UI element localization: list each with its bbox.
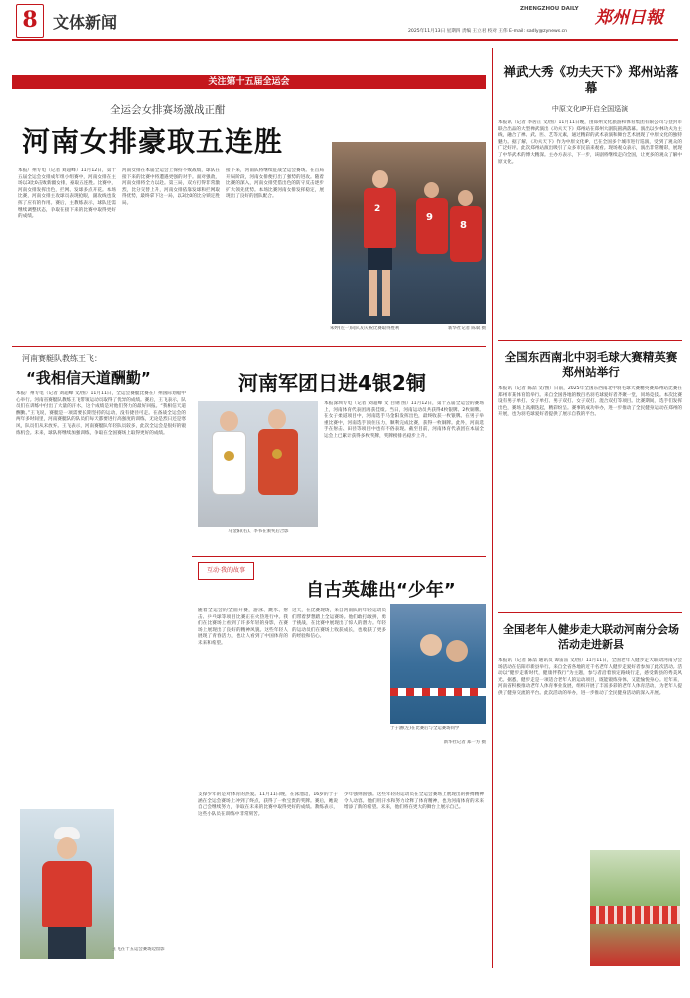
swimming-photo xyxy=(390,604,486,724)
volley-kicker: 全运会女排赛场激战正酣 xyxy=(110,104,226,116)
volleyball-photo xyxy=(332,142,486,324)
page-header xyxy=(0,0,690,44)
kungfu-title: 禅武大秀《功夫天下》郑州站落幕 xyxy=(503,64,679,95)
coach-photo xyxy=(20,809,114,959)
paper-en-name: ZHENGZHOU DAILY xyxy=(520,6,579,12)
medal-photo-caption: 马金阳(右)、李书在颁奖后合影 xyxy=(228,529,289,534)
volley-col-2: 河南女排在本届全运会上保持不败战绩，球队在接下来的比赛中将遭遇更强的对手。面对强敌，河南女排将全力以赴。第三局，双方打得非常激烈，比分交替上升，河南女排依靠发球和拦网取得优势，最终拿下这一局，以3比0的比分锁定胜局。 xyxy=(122,168,220,206)
medals-col-1: 本报深圳专电（记者 刘超峰 文 白钢 图）11月12日，第十五届全运会的赛场上，河南体育代表团再获佳绩。当日，河南运动员共获得4枚银牌、2枚铜牌。在女子柔道项目中，河南选手马金阳发挥出色，最终收获一枚银牌。在男子举重比赛中，河南选手顶住压力，顺利完成比赛，获得一枚铜牌。此外，河南选手在射击、田径等项目中也有不俗表现。截至目前，河南体育代表团在本届全运会上已累计获得多枚奖牌，奖牌榜排名稳步上升。 xyxy=(324,401,484,439)
youth-story-article xyxy=(192,560,486,971)
kungfu-subtitle: 中原文化IP开启全国巡演 xyxy=(551,105,629,113)
coach-photo-caption: 王飞在十五运会赛场边留影 xyxy=(112,947,165,952)
paper-logo: 郑州日報 xyxy=(595,8,663,28)
walking-body: 本报讯（记者 陈喆 通讯员 谭雷雷 文/图）11月11日，全国老年人健步走大联动河南分会场活动在信阳市新县举行。来自全省各地的近千名老年人健步走爱好者参加了此次活动。活动以“健步走新时代，健康伴我行”为主题，参与者沿着预定路线行走，感受新县的秀美风光。据悉，健步走是一项适合老年人的运动项目，既能锻炼身体，又能愉悦身心。近年来，河南省积极推动老年人体育事业发展，组织开展了丰富多彩的老年人体育活动，为老年人提供了健身交流的平台。此次活动的举办，进一步推动了全民健身活动的深入开展。 xyxy=(498,658,682,696)
walking-photo xyxy=(590,850,680,966)
player-zhu-ting: 2 xyxy=(360,170,400,320)
swimming-photo-credit: 新华社记者 郑一方 摄 xyxy=(443,740,486,745)
medals-title: 河南军团日进4银2铜 xyxy=(238,371,426,395)
youth-col-2: 这天，在比赛现场，来自河南队的年轻运动员们带着梦想踏上全运赛场。他们敢打敢拼，勇于挑战，在比赛中展现出了惊人的潜力。年轻的运动员们在赛场上收获成长，也收获了更多的经验和信心。 xyxy=(292,608,386,640)
kungfu-body: 本报讯（记者 李居正 文/图）11月11日晚，由郑州文化旅游和体育集团有限公司与登封市联合出品的大型禅武演出《功夫天下》郑州站在郑州大剧院圆满落幕。演出以少林功夫为主线，融合了禅、武、医、艺等元素，通过精彩的武术表演和舞台艺术展现了中原文化的独特魅力。据了解，《功夫天下》作为中原文化IP，已在全国多个城市进行巡演，受到了观众的广泛好评。此次郑州站演出吸引了众多市民前来观看。现场观众表示，演出非常精彩，展现了中华武术的博大精深。主办方表示，下一步，该剧将继续走向全国，让更多的观众了解中原文化。 xyxy=(498,120,682,165)
medal-photo xyxy=(198,401,318,527)
coach-kicker: 河南赛艇队教练王飞： xyxy=(22,354,102,363)
page-number: 8 xyxy=(16,4,44,38)
volleyball-article xyxy=(12,90,486,345)
swimming-photo-caption: 于子涵(左)在比赛后与全运赛场同学 xyxy=(390,726,460,731)
volley-photo-credit: 新华社记者 陈斌 摄 xyxy=(448,326,486,331)
volley-photo-caption: 朱婷(左一)向队友庆祝比赛取得胜利 xyxy=(330,326,400,331)
volley-col-3: 接下来，河南队将继续征战全运会赛场。在首局开局阶段，河南女排便打出了强势的进攻。随着比赛的深入，河南女排凭借出色的防守反击逐步扩大领先优势。本场比赛河南女排发挥稳定，展现出了良好的团队配合。 xyxy=(226,168,324,200)
story-tag xyxy=(198,562,254,580)
youth-col-1: 随着全运会的全面开赛，游泳、跳水、射击、乒乓球等项目比赛正在火热进行中。我们在比赛场上看到了许多年轻的身影，在赛场上展现出了良好的精神风貌。这些年轻人展现了青春活力，也让人看到了中国体育的未来和希望。 xyxy=(198,608,288,646)
volley-col-1: 本报广州专电（记者 刘超峰）11月12日，第十五届全运会女排成年组小组赛中，河南女排在主场以3比0击败新疆女排，豪取五连胜。比赛中，河南女排发挥出色，拦网、发球多点开花。本场比赛，河南女排主攻球员表现抢眼，副攻线也发挥了应有的作用。赛后，主教练表示，球队还需继续调整状态，争取在接下来的比赛中取得更好的成绩。 xyxy=(18,168,116,220)
badminton-body: 本报讯（记者 陈喆 文/图）日前，2025年全国东西南北中羽毛球大赛精英赛郑州站比赛在郑州市某体育馆举行。来自全国各地的数百名羽毛球爱好者齐聚一堂，同场竞技。本次比赛设有男子单打、女子单打、男子双打、女子双打、混合双打等项目。比赛期间，选手们发挥出色，赛场上高潮迭起，精彩纷呈。赛事的成功举办，进一步推动了全民健身运动在郑州的开展，也为羽毛球爱好者提供了展示自我的平台。 xyxy=(498,386,682,418)
walking-article xyxy=(498,618,682,968)
youth-col-4: 少年强则国强。这些年轻的运动员在全运会赛场上展现出的拼搏精神令人动容。他们用汗水和努力诠释了体育精神，也为河南体育的未来增添了新的希望。未来，他们将在更大的舞台上展示自己。 xyxy=(344,792,484,811)
section-title: 文体新闻 xyxy=(53,13,118,32)
badminton-title: 全国东西南北中羽毛球大赛精英赛郑州站举行 xyxy=(504,350,678,379)
story-tag-label: 互动·我的故事 xyxy=(207,567,245,574)
coach-title: “我相信天道酬勤” xyxy=(26,369,151,387)
player-teammate-1: 9 xyxy=(414,182,450,322)
medals-article xyxy=(192,349,486,554)
kungfu-article xyxy=(498,64,682,332)
player-teammate-2: 8 xyxy=(448,190,484,322)
banner-text: 关注第十五届全运会 xyxy=(208,77,290,87)
coach-col-1: 本报广州专电（记者 刘超峰 文/图）11月11日，全运会赛艇比赛在广州国际划船中心举行。河南省赛艇队教练王飞带领运动员取得了优异的成绩。赛后，王飞表示，队员们在训练中付出了大量的汗水，这个成绩是对他们努力的最好回报。“我相信天道酬勤。”王飞说，赛艇是一项需要长期坚持的运动，没有捷径可走。在备战全运会的两年多时间里，河南赛艇队的队员们每天都要进行高强度的训练，无论是烈日还是寒风，队员们从未放弃。王飞表示，河南赛艇队年轻队员较多，此次全运会是很好的锻炼机会。未来，球队将继续加强训练，争取在全国赛场上取得更好的成绩。 xyxy=(16,391,186,436)
walking-title: 全国老年人健步走大联动河南分会场活动走进新县 xyxy=(503,623,679,651)
badminton-article xyxy=(498,346,682,608)
youth-col-3: 支撑少年的是对体育的热爱。11月11日晚，在泳池边，16岁的于子涵在全运会赛场上冲到了终点，获得了一枚宝贵的奖牌。赛后，她说自己会继续努力，争取在未来的比赛中取得更好的成绩。教练表示，这些小队员在训练中非常刻苦。 xyxy=(198,792,338,817)
banner xyxy=(12,75,486,89)
coach-article xyxy=(12,349,190,971)
youth-title: 自古英雄出“少年” xyxy=(306,580,456,601)
date-line: 2025年11月13日 星期四 责编 王立君 校对 王伟 E-mail: sadly@zynews.cn xyxy=(408,29,568,34)
volley-title: 河南女排豪取五连胜 xyxy=(22,125,284,158)
